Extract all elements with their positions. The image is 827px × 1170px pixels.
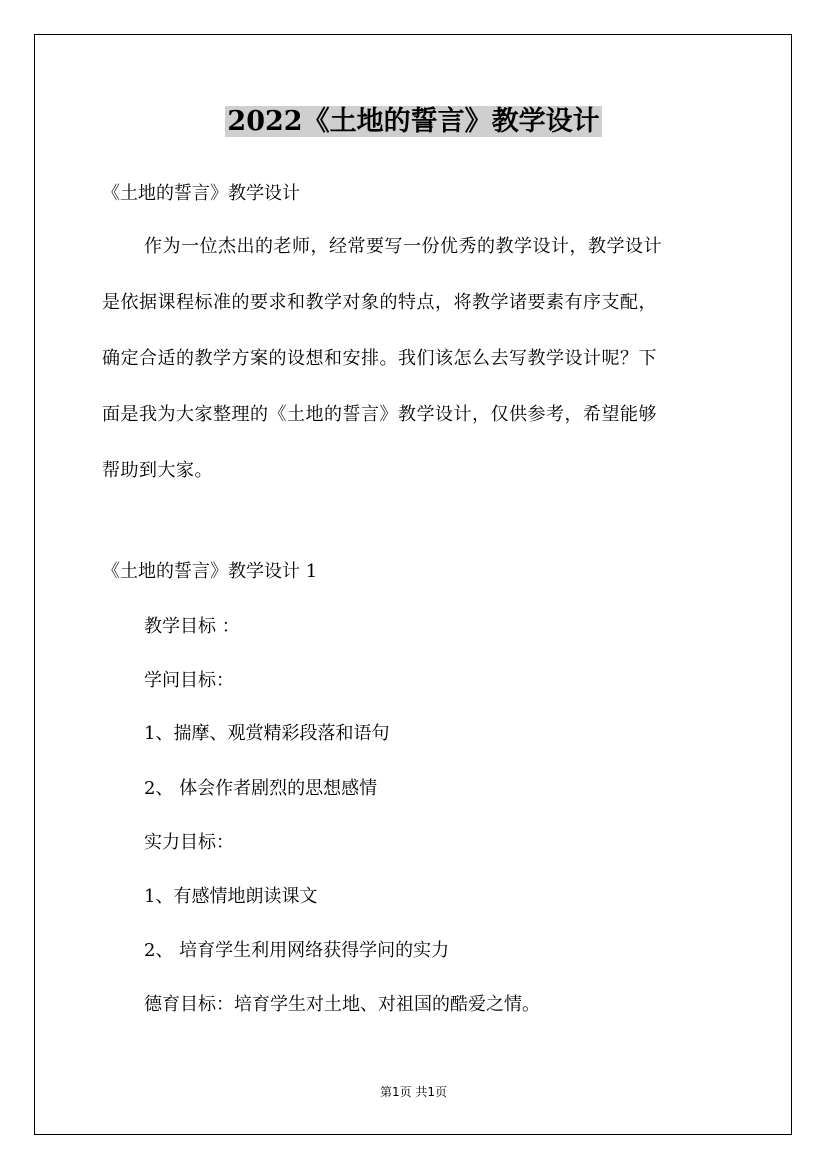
intro-paragraph xyxy=(102,219,726,499)
list-item: 2、 体会作者剧烈的思想感情 xyxy=(144,778,378,799)
document-title xyxy=(0,102,827,142)
intro-line: 作为一位杰出的老师，经常要写一份优秀的教学设计，教学设计 xyxy=(144,236,662,257)
list-item: 学问目标： xyxy=(144,670,234,691)
intro-line: 帮助到大家。 xyxy=(102,460,213,481)
list-item: 教学目标 ： xyxy=(144,616,240,637)
document-title-text: 2022《土地的誓言》教学设计 xyxy=(227,106,600,137)
list-item: 1、揣摩、观赏精彩段落和语句 xyxy=(144,723,390,744)
intro-line: 确定合适的教学方案的设想和安排。我们该怎么去写教学设计呢？下 xyxy=(102,348,657,369)
intro-line: 面是我为大家整理的《土地的誓言》教学设计，仅供参考，希望能够 xyxy=(102,404,657,425)
page-footer: 第1页 共1页 xyxy=(379,1085,448,1099)
intro-line: 是依据课程标准的要求和教学对象的特点，将教学诸要素有序支配， xyxy=(102,292,657,313)
list-item: 2、 培育学生利用网络获得学问的实力 xyxy=(144,940,450,961)
list-item: 1、有感情地朗读课文 xyxy=(144,886,318,907)
document-subtitle: 《土地的誓言》教学设计 xyxy=(102,183,300,204)
section-heading: 《土地的誓言》教学设计 1 xyxy=(102,561,318,582)
list-item: 实力目标： xyxy=(144,832,234,853)
list-item: 德育目标：培育学生对土地、对祖国的酷爱之情。 xyxy=(144,994,540,1015)
